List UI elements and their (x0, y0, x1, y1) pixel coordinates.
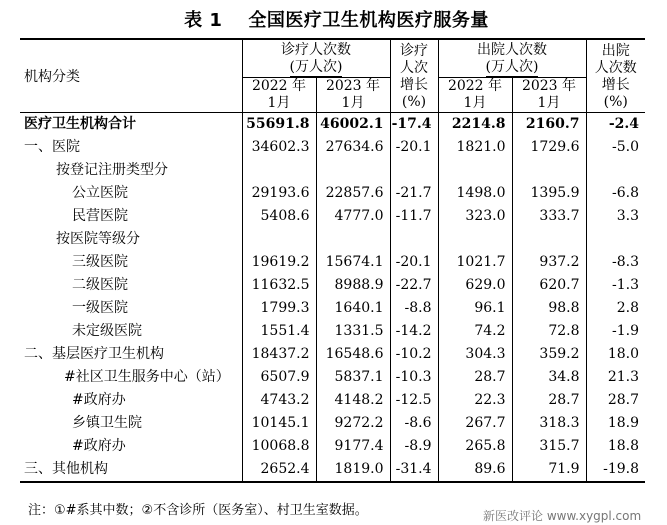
table-row (20, 389, 645, 412)
discharge-2022-cell: 2214.8 (438, 113, 512, 137)
row-label: 未定级医院 (72, 323, 142, 339)
row-label: 二级医院 (72, 277, 128, 293)
table-row (20, 136, 645, 159)
discharge-2023-year: 2023 年 (521, 78, 577, 94)
discharge-group-header (438, 39, 586, 78)
discharge-2023-cell: 1729.6 (512, 136, 586, 159)
discharge-2022-cell (438, 228, 512, 251)
visits-2022-cell: 5408.6 (242, 205, 316, 228)
discharge-growth-cell: 18.8 (586, 435, 645, 458)
discharge-growth-cell (586, 228, 645, 251)
discharge-2023-cell: 2160.7 (512, 113, 586, 137)
table-row (20, 205, 645, 228)
visits-2023-month: 1月 (341, 95, 365, 111)
row-label: #政府办 (72, 438, 126, 454)
visits-2022-cell: 1551.4 (242, 320, 316, 343)
visits-2023-cell (316, 159, 390, 182)
row-label: 三级医院 (72, 254, 128, 270)
discharge-2022-month: 1月 (463, 95, 487, 111)
discharge-2023-cell: 34.8 (512, 366, 586, 389)
table-title (0, 6, 667, 32)
visits-growth-line4: (%) (401, 94, 427, 110)
visits-2022-cell: 19619.2 (242, 251, 316, 274)
visits-2023-cell: 4148.2 (316, 389, 390, 412)
table-row (20, 412, 645, 435)
discharge-2023-cell: 98.8 (512, 297, 586, 320)
visits-group-header (242, 39, 390, 78)
table-row (20, 343, 645, 366)
visits-2023-cell: 22857.6 (316, 182, 390, 205)
visits-2023-cell: 4777.0 (316, 205, 390, 228)
visits-group-line1: 诊疗人次数 (281, 42, 351, 58)
visits-growth-cell: -22.7 (390, 274, 438, 297)
discharge-2022-cell: 1498.0 (438, 182, 512, 205)
visits-growth-line2: 人次 (400, 60, 428, 76)
discharge-2022-header (438, 78, 512, 113)
discharge-2022-cell: 1021.7 (438, 251, 512, 274)
visits-2023-cell: 9177.4 (316, 435, 390, 458)
discharge-growth-cell: 21.3 (586, 366, 645, 389)
visits-2023-cell: 27634.6 (316, 136, 390, 159)
discharge-growth-cell: -5.0 (586, 136, 645, 159)
discharge-2023-cell: 315.7 (512, 435, 586, 458)
visits-growth-cell: -21.7 (390, 182, 438, 205)
discharge-2023-cell: 620.7 (512, 274, 586, 297)
discharge-2022-cell: 267.7 (438, 412, 512, 435)
discharge-2023-month: 1月 (537, 95, 561, 111)
discharge-growth-cell: 3.3 (586, 205, 645, 228)
discharge-2023-cell: 333.7 (512, 205, 586, 228)
table-title-text: 全国医疗卫生机构医疗服务量 (248, 10, 489, 31)
visits-2022-cell: 29193.6 (242, 182, 316, 205)
medical-service-table (20, 38, 645, 483)
table-row (20, 274, 645, 297)
visits-2022-cell: 34602.3 (242, 136, 316, 159)
visits-2023-cell: 1819.0 (316, 458, 390, 482)
table-row (20, 113, 645, 137)
discharge-growth-line2: 人次数 (594, 60, 637, 76)
visits-2023-year: 2023 年 (325, 78, 381, 94)
visits-2022-cell: 10145.1 (242, 412, 316, 435)
row-label: 医疗卫生机构合计 (20, 113, 242, 137)
discharge-growth-line4: (%) (603, 94, 628, 110)
discharge-growth-header (586, 39, 645, 113)
discharge-2023-cell (512, 159, 586, 182)
discharge-2023-cell: 359.2 (512, 343, 586, 366)
table-row (20, 297, 645, 320)
visits-2022-cell: 55691.8 (242, 113, 316, 137)
table-number: 表 1 (184, 10, 223, 31)
discharge-2023-cell: 937.2 (512, 251, 586, 274)
discharge-growth-cell: 18.9 (586, 412, 645, 435)
row-label: 三、其他机构 (20, 458, 242, 482)
row-label: #社区卫生服务中心（站） (64, 369, 230, 385)
footnote: 注：①#系其中数；②不含诊所（医务室）、村卫生室数据。 (28, 503, 368, 518)
watermark: 新医改评论 www.xygpl.com (483, 509, 642, 523)
visits-2022-year: 2022 年 (251, 78, 307, 94)
discharge-2022-cell: 96.1 (438, 297, 512, 320)
row-label: #政府办 (72, 392, 126, 408)
discharge-2022-year: 2022 年 (447, 78, 503, 94)
discharge-2023-cell (512, 228, 586, 251)
table-row (20, 458, 645, 482)
row-label: 一级医院 (72, 300, 128, 316)
table-row (20, 435, 645, 458)
discharge-group-line1: 出院人次数 (477, 42, 547, 58)
visits-growth-cell: -8.8 (390, 297, 438, 320)
discharge-growth-cell (586, 159, 645, 182)
discharge-2022-cell: 28.7 (438, 366, 512, 389)
visits-2023-cell: 5837.1 (316, 366, 390, 389)
visits-2022-cell: 2652.4 (242, 458, 316, 482)
discharge-2022-cell: 304.3 (438, 343, 512, 366)
category-header: 机构分类 (20, 39, 242, 113)
discharge-2022-cell: 22.3 (438, 389, 512, 412)
header-row-top (20, 39, 645, 78)
visits-2022-cell: 10068.8 (242, 435, 316, 458)
visits-2022-cell: 4743.2 (242, 389, 316, 412)
discharge-growth-cell: 28.7 (586, 389, 645, 412)
visits-2022-cell (242, 159, 316, 182)
discharge-2023-cell: 28.7 (512, 389, 586, 412)
row-label: 民营医院 (72, 208, 128, 224)
table-body (20, 113, 645, 483)
row-label: 一、医院 (24, 139, 80, 155)
discharge-growth-line3: 增长 (601, 77, 630, 93)
visits-2023-cell: 9272.2 (316, 412, 390, 435)
discharge-2022-cell: 1821.0 (438, 136, 512, 159)
row-label: 乡镇卫生院 (72, 415, 142, 431)
row-label: 二、基层医疗卫生机构 (24, 346, 164, 362)
visits-growth-cell: -8.6 (390, 412, 438, 435)
table-row (20, 182, 645, 205)
visits-growth-cell: -17.4 (390, 113, 438, 137)
visits-2023-cell: 1331.5 (316, 320, 390, 343)
visits-growth-cell: -11.7 (390, 205, 438, 228)
discharge-growth-cell: -1.9 (586, 320, 645, 343)
discharge-2023-cell: 72.8 (512, 320, 586, 343)
table-row (20, 228, 645, 251)
row-label: 按登记注册类型分 (56, 162, 168, 178)
visits-growth-line3: 增长 (400, 77, 428, 93)
visits-growth-header (390, 39, 438, 113)
discharge-2022-cell: 74.2 (438, 320, 512, 343)
discharge-2023-header (512, 78, 586, 113)
discharge-2023-cell: 318.3 (512, 412, 586, 435)
visits-growth-cell: -10.2 (390, 343, 438, 366)
discharge-2022-cell (438, 159, 512, 182)
visits-2023-cell: 16548.6 (316, 343, 390, 366)
discharge-2022-cell: 265.8 (438, 435, 512, 458)
discharge-2022-cell: 323.0 (438, 205, 512, 228)
discharge-growth-cell: 2.8 (586, 297, 645, 320)
visits-growth-cell: -20.1 (390, 251, 438, 274)
visits-growth-cell (390, 228, 438, 251)
discharge-growth-cell: -6.8 (586, 182, 645, 205)
row-label: 公立医院 (72, 185, 128, 201)
discharge-growth-cell: 18.0 (586, 343, 645, 366)
visits-2023-cell (316, 228, 390, 251)
visits-growth-line1: 诊疗 (400, 43, 428, 59)
visits-2022-cell: 6507.9 (242, 366, 316, 389)
table-row (20, 366, 645, 389)
discharge-growth-line1: 出院 (601, 43, 630, 59)
discharge-growth-cell: -1.3 (586, 274, 645, 297)
visits-growth-cell: -31.4 (390, 458, 438, 482)
discharge-group-line2: (万人次) (485, 59, 539, 75)
table-row (20, 251, 645, 274)
visits-2022-cell (242, 228, 316, 251)
table-row (20, 159, 645, 182)
visits-2023-cell: 15674.1 (316, 251, 390, 274)
visits-growth-cell: -14.2 (390, 320, 438, 343)
discharge-2022-cell: 629.0 (438, 274, 512, 297)
visits-growth-cell (390, 159, 438, 182)
table-row (20, 320, 645, 343)
visits-2022-cell: 18437.2 (242, 343, 316, 366)
visits-2023-cell: 1640.1 (316, 297, 390, 320)
row-label: 按医院等级分 (56, 231, 140, 247)
visits-2022-month: 1月 (267, 95, 291, 111)
discharge-growth-cell: -2.4 (586, 113, 645, 137)
discharge-2023-cell: 71.9 (512, 458, 586, 482)
visits-growth-cell: -20.1 (390, 136, 438, 159)
visits-2022-cell: 1799.3 (242, 297, 316, 320)
visits-2022-cell: 11632.5 (242, 274, 316, 297)
visits-2023-header (316, 78, 390, 113)
visits-2022-header (242, 78, 316, 113)
discharge-growth-cell: -8.3 (586, 251, 645, 274)
visits-growth-cell: -8.9 (390, 435, 438, 458)
discharge-growth-cell: -19.8 (586, 458, 645, 482)
visits-group-line2: (万人次) (289, 59, 343, 75)
visits-2023-cell: 8988.9 (316, 274, 390, 297)
visits-growth-cell: -12.5 (390, 389, 438, 412)
visits-growth-cell: -10.3 (390, 366, 438, 389)
visits-2023-cell: 46002.1 (316, 113, 390, 137)
discharge-2022-cell: 89.6 (438, 458, 512, 482)
discharge-2023-cell: 1395.9 (512, 182, 586, 205)
